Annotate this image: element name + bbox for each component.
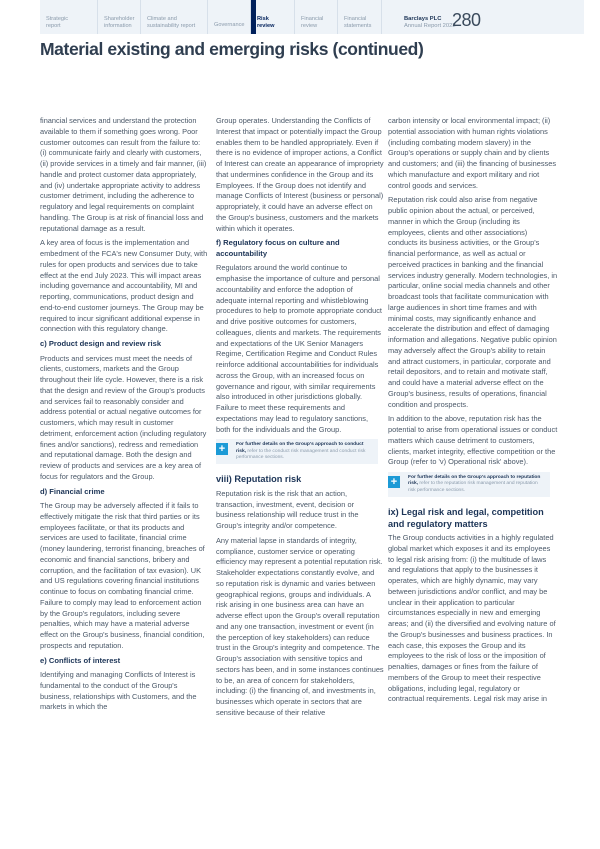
subheading-product-design: c) Product design and review risk [40,339,162,348]
column-3 [388,116,558,709]
page-title: Material existing and emerging risks (continued) [40,39,424,59]
heading-legal-risk: ix) Legal risk and legal, competition and regulatory matters [388,507,544,529]
brand-subtitle: Annual Report 2022 [404,23,456,29]
tab-label: statements [344,22,372,29]
reputation-risk-callout[interactable] [388,472,550,497]
nav-tab-governance[interactable] [208,0,251,34]
paragraph: In addition to the above, reputation risk has the potential to arise from operational issues or conduct matters which cause detriment to customers, clients, market integrity, effective competition or the Group (refer to 'v) Operational risk' above). [388,414,558,467]
brand-name: Barclays PLC [404,16,442,22]
subheading-financial-crime: d) Financial crime [40,486,105,496]
tab-label: Climate and [147,16,177,22]
callout-body: refer to the conduct risk management and conduct risk performance sections. [236,448,366,461]
conduct-risk-callout[interactable] [216,439,378,464]
nav-tab-climate-sustainability[interactable] [141,0,208,34]
tab-label: information [104,22,132,29]
brand-block [404,16,456,30]
tab-label: Financial [301,16,324,22]
heading-reputation-risk: viii) Reputation risk [216,474,302,485]
paragraph: Identifying and managing Conflicts of Interest is fundamental to the conduct of the Group's business, relationships with Customers, and the markets in which the [40,670,197,712]
paragraph: Any material lapse in standards of integrity, compliance, customer service or operating efficiency may represent a potential reputation risk. Stakeholder expectations constantly evolve, and so reputation risk is dynamic and varies between geographical regions, groups and individuals. A risk arising in one business area can have an adverse effect upon the Group's overall reputation and any one transaction, investment or event (in the perception of key stakeholders) can reduce trust in the Group's integrity and competence. The Group's association with sensitive topics and sectors has been, and in some instances continues to be, an area of concern for stakeholders, including: (i) the financing of, and investments in, businesses which operate in sectors that are sensitive because of their relative [216,535,384,717]
paragraph: The Group may be adversely affected if it fails to effectively mitigate the risk that third parties or its employees facilitate, or that its products and services are used to facilitate, financial crime (money laundering, terrorist financing, breaches of economic and financial sanctions, bribery and corruption, and the facilitation of tax evasion). UK and US regulations covering financial institutions continue to focus on combating financial crime. Failure to comply may lead to enforcement action by the Group's regulators, including severe penalties, which may have a material adverse effect on the Group's business, financial condition, prospects and reputation. [40,501,205,650]
subheading-culture-accountability: f) Regulatory focus on culture and accountability [216,238,340,258]
tab-label: Financial [344,16,367,22]
callout-body: refer to the reputation risk management and reputation risk performance sections. [408,481,538,493]
callout-text [408,475,546,494]
paragraph: Reputation risk is the risk that an action, transaction, investment, event, decision or business relationship will reduce trust in the Group's integrity and/or competence. [216,488,359,531]
page-number: 280 [452,10,481,30]
header-brand-area [484,0,584,34]
paragraph: financial services and understand the protection available to them if something goes wrong. Poor customer outcomes can result from the failure to: (i) communicate fairly and clearly with customers, (ii) provide services in a timely and fair manner, (iii) handle and protect customer data appropriately, and (iv) undertake appropriate activity to address customer detriment, including the adherence to regulatory and legal requirements on complaint handling. The Group is at risk of financial loss and reputational damage as a result. [40,116,207,233]
paragraph: The Group conducts activities in a highly regulated global market which exposes it and its employees to legal risk arising from: (i) the multitude of laws and regulations that apply to the businesses it operates, which are highly dynamic, may vary between jurisdictions and/or conflict, and may be unclear in their application to particular circumstances especially in new and emerging areas; and (ii) the diversified and evolving nature of the Group's businesses and business practices. In each case, this exposes the Group and its employees to the risk of loss or the imposition of penalties, damages or fines from the failure of members of the Group to meet their respective obligations, including legal, regulatory or contractual requirements. Legal risk may arise in [388,533,556,704]
paragraph: carbon intensity or local environmental impact; (ii) potential association with human rights violations (including combating modern slavery) in the Group's operations or supply chain and by clients and customers; and (iii) the financing of businesses which manufacture and export military and riot control goods and services. [388,116,557,190]
nav-tab-financial-review[interactable] [295,0,338,34]
tab-label: Shareholder [104,16,135,22]
tab-label: report [46,22,61,29]
tab-label: review [301,22,318,29]
paragraph: A key area of focus is the implementation and embedment of the FCA's new Consumer Duty, with rules for open products and services due to take effect at the end July 2023. This will impact areas including governance and accountability, MI and reporting, communications, product design and end-to-end customer journeys. The Group may be required to incur significant additional expense in connection with this regulatory change. [40,238,208,334]
nav-tab-financial-statements[interactable] [338,0,382,34]
tab-label: Governance [214,22,245,28]
tab-label: Strategic [46,16,69,22]
tab-label: sustainability report [147,22,196,29]
tab-label: review [257,22,275,29]
nav-tab-strategic-report[interactable] [40,0,98,34]
column-2 [216,116,384,723]
callout-bold: For further details on the Group's approach to conduct risk, [236,442,364,454]
paragraph: Regulators around the world continue to emphasise the importance of culture and personal accountability and enforce the adoption of adequate internal reporting and whistleblowing procedures to help to promote appropriate conduct and drive positive outcomes for customers, colleagues, clients and markets. The requirements and expectations of the UK Senior Managers Regime, Certification Regime and Conduct Rules reinforce additional accountabilities for individuals across the Group, with an increased focus on governance and rigour, with similar requirements also introduced in other jurisdictions globally. Failure to meet these requirements and expectations may lead to regulatory sanctions, both for the individuals and the Group. [216,263,382,434]
nav-tab-shareholder-information[interactable] [98,0,141,34]
plus-icon: + [216,443,228,455]
tab-label: Risk [257,16,269,22]
callout-bold: For further details on the Group's approach to reputation risk, [408,475,541,487]
paragraph: Products and services must meet the needs of clients, customers, markets and the Group throughout their life cycle. However, there is a risk that the design and review of the Group's products and services fail to reasonably consider and address potential or actual negative outcomes for customers, which may result in customer detriment, enforcement action (including regulatory fines and/or sanctions), redress and remediation and reputational damage. Both the design and review of products and services are a key area of focus for regulators and the Group. [40,353,207,481]
nav-tab-risk-review[interactable] [251,0,295,34]
paragraph: Reputation risk could also arise from negative public opinion about the actual, or perceived, manner in which the Group (including its employees, clients and other associations) conducts its business activities, or the Group's financial performance, as well as actual or perceived practices in banking and the financial services industry generally. Modern technologies, in particular, online social media channels and other broadcast tools that facilitate communication with large audiences in short time frames and with minimal costs, may significantly enhance and accelerate the distribution and effect of damaging information and allegations. Negative public opinion may adversely affect the Group's ability to retain and attract customers, in particular, corporate and retail depositors, and to retain and motivate staff, and could have a material adverse effect on the Group's business, results of operations, financial condition and prospects. [388,195,558,409]
column-1 [40,116,208,717]
subheading-conflicts-of-interest: e) Conflicts of interest [40,655,121,665]
plus-icon: + [388,476,400,488]
callout-text [236,442,374,461]
paragraph: Group operates. Understanding the Conflicts of Interest that impact or potentially impact the Group enables them to be handled appropriately. Even if there is no evidence of improper actions, a Conflict of Interest can create an appearance of impropriety that undermines confidence in the Group and its Employees. If the Group does not identify and manage Conflicts of Interest (business or personal) appropriately, it could have an adverse effect on the Group's business, customers and the markets within which it operates. [216,116,384,233]
